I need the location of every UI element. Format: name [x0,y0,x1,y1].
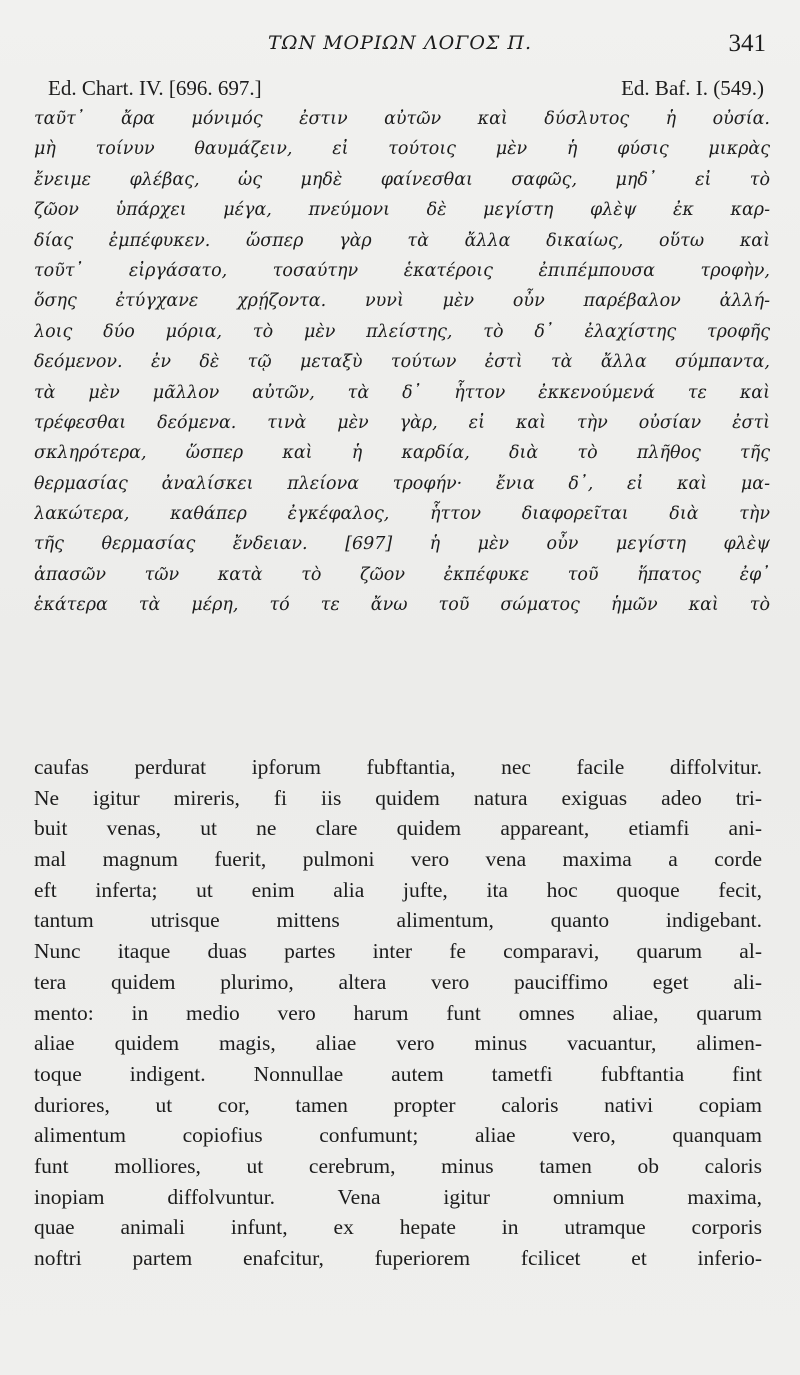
greek-line: λοις δύο μόρια, τὸ μὲν πλείστης, τὸ δ᾽ ἐλαχίστης τροφῆς [34,321,770,342]
greek-line: ἁπασῶν τῶν κατὰ τὸ ζῶον ἐκπέφυκε τοῦ ἥπατος ἐφ᾽ [34,564,770,585]
latin-line: buit venas, ut ne clare quidem appareant, etiamfi ani- [34,816,762,841]
greek-line: μὴ τοίνυν θαυμάζειν, εἰ τούτοις μὲν ἡ φύσις μικρὰς [34,139,770,160]
latin-line: tera quidem plurimo, altera vero pauciffimo eget ali- [34,969,762,994]
latin-line: alimentum copiofius confumunt; aliae vero, quanquam [34,1123,762,1148]
greek-line: τρέφεσθαι δεόμενα. τινὰ μὲν γὰρ, εἰ καὶ τὴν οὐσίαν ἐστὶ [34,412,770,433]
edition-reference-chartier: Ed. Chart. IV. [696. 697.] [48,76,262,100]
latin-line: Nunc itaque duas partes inter fe comparavi, quarum al- [34,939,762,964]
greek-line: θερμασίας ἀναλίσκει πλείονα τροφήν· ἔνια δ᾽, εἰ καὶ μα- [34,473,770,494]
edition-reference-basel: Ed. Baf. I. (549.) [621,76,764,100]
latin-text-block [34,752,762,1274]
latin-line: aliae quidem magis, aliae vero minus vacuantur, alimen- [34,1031,762,1056]
latin-line: toque indigent. Nonnullae autem tametfi fubftantia fint [34,1061,762,1086]
greek-line: τὰ μὲν μᾶλλον αὐτῶν, τὰ δ᾽ ἧττον ἐκκενούμενά τε καὶ [34,382,770,403]
page-number: 341 [728,30,766,57]
greek-line: ἑκάτερα τὰ μέρη, τό τε ἄνω τοῦ σώματος ἡμῶν καὶ τὸ [34,595,770,616]
latin-line: noftri partem enafcitur, fuperiorem fcilicet et inferio- [34,1246,762,1270]
latin-line: mal magnum fuerit, pulmoni vero vena maxima a corde [34,847,762,872]
latin-line: eft inferta; ut enim alia jufte, ita hoc quoque fecit, [34,877,762,902]
greek-line: δίας ἐμπέφυκεν. ὥσπερ γὰρ τὰ ἄλλα δικαίως, οὕτω καὶ [34,230,770,251]
greek-line: ταῦτ᾽ ἄρα μόνιμός ἐστιν αὐτῶν καὶ δύσλυτος ἡ οὐσία. [34,109,770,129]
latin-line: Ne igitur mireris, fi iis quidem natura exiguas adeo tri- [34,785,762,810]
latin-line: mento: in medio vero harum funt omnes aliae, quarum [34,1000,762,1025]
latin-line: tantum utrisque mittens alimentum, quanto indigebant. [34,908,762,933]
greek-line: τῆς θερμασίας ἔνδειαν. [697] ἡ μὲν οὖν μεγίστη φλὲψ [34,534,770,555]
greek-line: δεόμενον. ἐν δὲ τῷ μεταξὺ τούτων ἐστὶ τὰ ἄλλα σύμπαντα, [34,352,770,373]
greek-line: σκληρότερα, ὥσπερ καὶ ἡ καρδία, διὰ τὸ πλῆθος τῆς [34,443,770,464]
greek-line: τοῦτ᾽ εἰργάσατο, τοσαύτην ἑκατέροις ἐπιπέμπουσα τροφὴν, [34,260,770,281]
greek-text-block [34,104,770,621]
latin-line: caufas perdurat ipforum fubftantia, nec facile diffolvitur. [34,755,762,779]
latin-line: inopiam diffolvuntur. Vena igitur omnium maxima, [34,1184,762,1209]
latin-line: funt molliores, ut cerebrum, minus tamen ob caloris [34,1153,762,1178]
running-title: ΤΩΝ ΜΟΡΙΩΝ ΛΟΓΟΣ Π. [268,32,532,54]
latin-line: duriores, ut cor, tamen propter caloris nativi copiam [34,1092,762,1117]
greek-line: ὅσης ἐτύγχανε χρῄζοντα. νυνὶ μὲν οὖν παρέβαλον ἀλλή- [34,291,770,312]
greek-line: λακώτερα, καθάπερ ἐγκέφαλος, ἧττον διαφορεῖται διὰ τὴν [34,504,770,525]
greek-line: ζῶον ὑπάρχει μέγα, πνεύμονι δὲ μεγίστη φλὲψ ἐκ καρ- [34,200,770,221]
latin-line: quae animali infunt, ex hepate in utramque corporis [34,1215,762,1240]
greek-line: ἔνειμε φλέβας, ὡς μηδὲ φαίνεσθαι σαφῶς, μηδ᾽ εἰ τὸ [34,169,770,190]
